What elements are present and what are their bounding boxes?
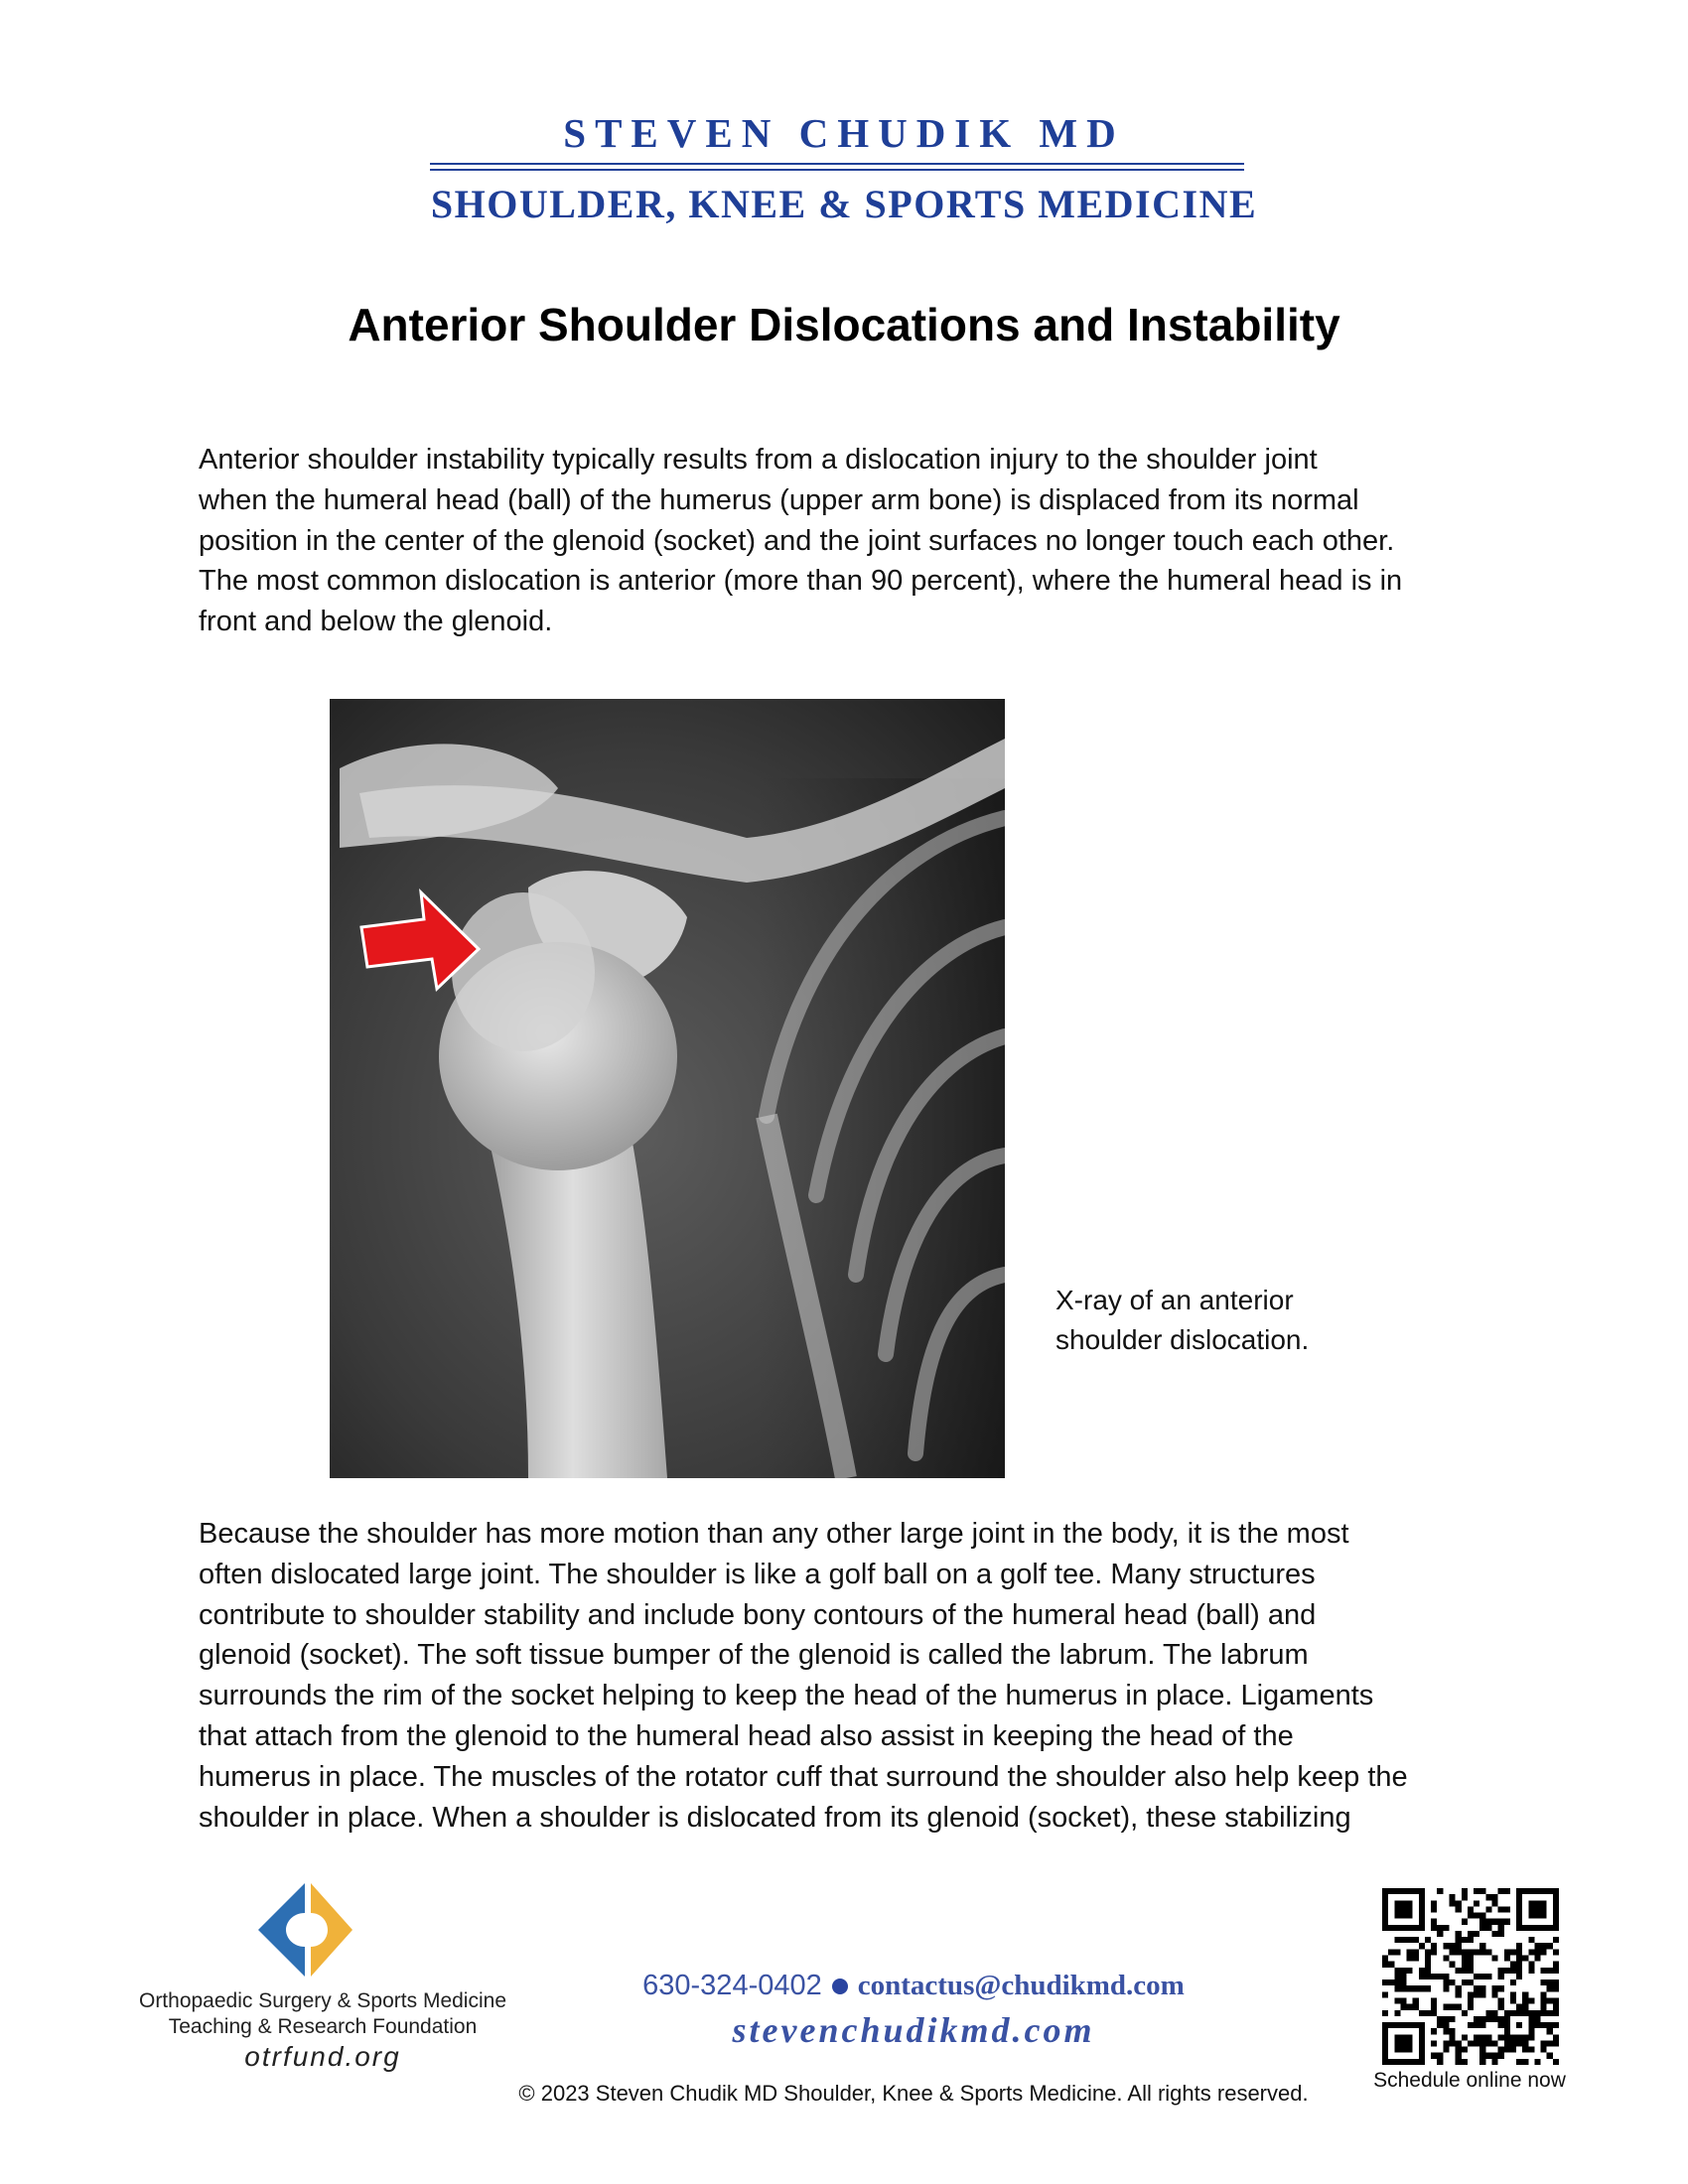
caption-line: X-ray of an anterior — [1055, 1285, 1294, 1315]
foundation-name-line1: Orthopaedic Surgery & Sports Medicine — [138, 1989, 506, 2012]
website-link[interactable]: stevenchudikmd.com — [732, 2010, 1095, 2050]
intro-line: front and below the glenoid. — [199, 606, 553, 638]
qr-label: Schedule online now — [1373, 2069, 1566, 2092]
email-link[interactable]: contactus@chudikmd.com — [857, 1970, 1185, 2001]
intro-line: Anterior shoulder instability typically results from a dislocation injury to the shoulder joint — [199, 444, 1318, 476]
body-line: that attach from the glenoid to the humeral head also assist in keeping the head of the — [199, 1719, 1294, 1752]
page-title: Anterior Shoulder Dislocations and Instability — [348, 299, 1340, 350]
body-line: surrounds the rim of the socket helping to keep the head of the humerus in place. Ligaments — [199, 1680, 1374, 1712]
contact-line — [556, 1970, 1271, 2002]
qr-code-icon[interactable] — [1382, 1888, 1559, 2065]
body-line: glenoid (socket). The soft tissue bumper of the glenoid is called the labrum. The labrum — [199, 1639, 1309, 1672]
xray-image — [330, 699, 1005, 1478]
body-line: Because the shoulder has more motion than any other large joint in the body, it is the most — [199, 1518, 1349, 1550]
phone-number[interactable]: 630-324-0402 — [642, 1970, 822, 2001]
bullet-dot-icon — [832, 1979, 848, 1994]
intro-paragraph — [199, 440, 1519, 642]
figure-caption — [1055, 1281, 1373, 1360]
body-paragraph — [199, 1514, 1519, 1838]
brand-name: STEVEN CHUDIK MD — [563, 110, 1125, 156]
header-rule-top — [430, 163, 1244, 165]
foundation-logo-icon — [253, 1878, 357, 1982]
copyright-notice: © 2023 Steven Chudik MD Shoulder, Knee & Sports Medicine. All rights reserved. — [518, 2081, 1309, 2106]
body-line: contribute to shoulder stability and include bony contours of the humeral head (ball) and — [199, 1598, 1317, 1631]
intro-line: position in the center of the glenoid (socket) and the joint surfaces no longer touch each other. — [199, 524, 1395, 557]
intro-line: when the humeral head (ball) of the humerus (upper arm bone) is displaced from its normal — [199, 483, 1359, 516]
caption-line: shoulder dislocation. — [1055, 1324, 1310, 1355]
brand-tagline: SHOULDER, KNEE & SPORTS MEDICINE — [430, 182, 1258, 226]
header-rule-bottom — [430, 169, 1244, 171]
body-line: often dislocated large joint. The shoulder is like a golf ball on a golf tee. Many structures — [199, 1558, 1316, 1590]
body-line: humerus in place. The muscles of the rotator cuff that surround the shoulder also help keep the — [199, 1760, 1408, 1793]
body-line: shoulder in place. When a shoulder is dislocated from its glenoid (socket), these stabilizing — [199, 1801, 1351, 1834]
foundation-url[interactable]: otrfund.org — [244, 2041, 401, 2072]
intro-line: The most common dislocation is anterior (more than 90 percent), where the humeral head is in — [199, 565, 1403, 598]
foundation-name-line2: Teaching & Research Foundation — [168, 2015, 478, 2038]
